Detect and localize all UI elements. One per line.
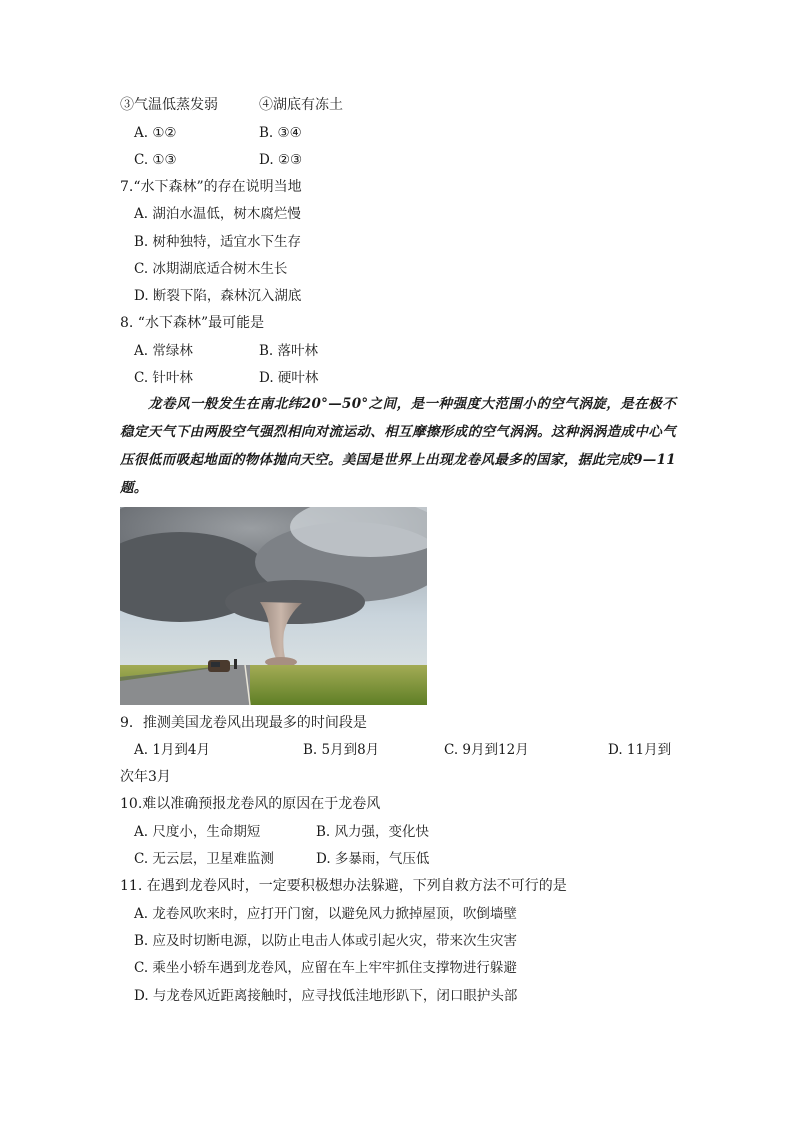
q7-choice-b: B. 树种独特，适宜水下生存 bbox=[134, 234, 302, 250]
q8-choice-d: D. 硬叶林 bbox=[259, 370, 319, 386]
q9-choice-b: B. 5月到8月 bbox=[303, 742, 380, 758]
q11-choice-a: A. 龙卷风吹来时，应打开门窗，以避免风力掀掉屋顶，吹倒墙壁 bbox=[134, 906, 517, 922]
q9-choice-c: C. 9月到12月 bbox=[444, 742, 529, 758]
q6-choice-a: A. ①② bbox=[134, 125, 177, 141]
q7-choice-a: A. 湖泊水温低，树木腐烂慢 bbox=[134, 206, 301, 222]
q9-choice-d: D. 11月到 bbox=[608, 742, 672, 758]
q10-choice-b: B. 风力强，变化快 bbox=[316, 824, 430, 840]
q7-choice-d: D. 断裂下陷，森林沉入湖底 bbox=[134, 288, 302, 304]
q6-choice-c: C. ①③ bbox=[134, 152, 177, 168]
q11-choice-b: B. 应及时切断电源，以防止电击人体或引起火灾，带来次生灾害 bbox=[134, 933, 518, 949]
q7-stem: 7.“水下森林”的存在说明当地 bbox=[120, 179, 302, 195]
q6-choice-d: D. ②③ bbox=[259, 152, 303, 168]
q10-stem: 10.难以准确预报龙卷风的原因在于龙卷风 bbox=[120, 796, 381, 812]
q6-option-3: ③气温低蒸发弱 bbox=[120, 97, 218, 113]
q10-choice-d: D. 多暴雨，气压低 bbox=[316, 851, 430, 867]
q8-stem: 8. “水下森林”最可能是 bbox=[120, 315, 265, 331]
q8-choice-b: B. 落叶林 bbox=[259, 343, 319, 359]
q9-stem: 9．推测美国龙卷风出现最多的时间段是 bbox=[120, 715, 367, 731]
tornado-passage: 龙卷风一般发生在南北纬20°—50°之间，是一种强度大范围小的空气涡旋，是在极不稳定天气下由两股空气强烈相向对流运动、相互摩擦形成的空气涡涡。这种涡涡造成中心气压很低而吸起地面的物体抛向天空。美国是世界上出现龙卷风最多的国家，据此完成9—11题。 bbox=[120, 396, 676, 496]
q8-choice-a: A. 常绿林 bbox=[134, 343, 193, 359]
q8-choice-c: C. 针叶林 bbox=[134, 370, 193, 386]
q10-choice-c: C. 无云层，卫星难监测 bbox=[134, 851, 274, 867]
q9-choice-a: A. 1月到4月 bbox=[134, 742, 211, 758]
q9-choice-d-continued: 次年3月 bbox=[120, 769, 171, 785]
q11-choice-d: D. 与龙卷风近距离接触时，应寻找低洼地形趴下，闭口眼护头部 bbox=[134, 988, 518, 1004]
tornado-illustration bbox=[120, 507, 427, 705]
q6-option-4: ④湖底有冻土 bbox=[259, 97, 343, 113]
q11-choice-c: C. 乘坐小轿车遇到龙卷风，应留在车上牢牢抓住支撑物进行躲避 bbox=[134, 960, 517, 976]
q7-choice-c: C. 冰期湖底适合树木生长 bbox=[134, 261, 288, 277]
q6-choice-b: B. ③④ bbox=[259, 125, 302, 141]
q11-stem: 11. 在遇到龙卷风时，一定要积极想办法躲避，下列自救方法不可行的是 bbox=[120, 878, 567, 894]
q10-choice-a: A. 尺度小，生命期短 bbox=[134, 824, 261, 840]
tornado-photo bbox=[120, 507, 427, 705]
